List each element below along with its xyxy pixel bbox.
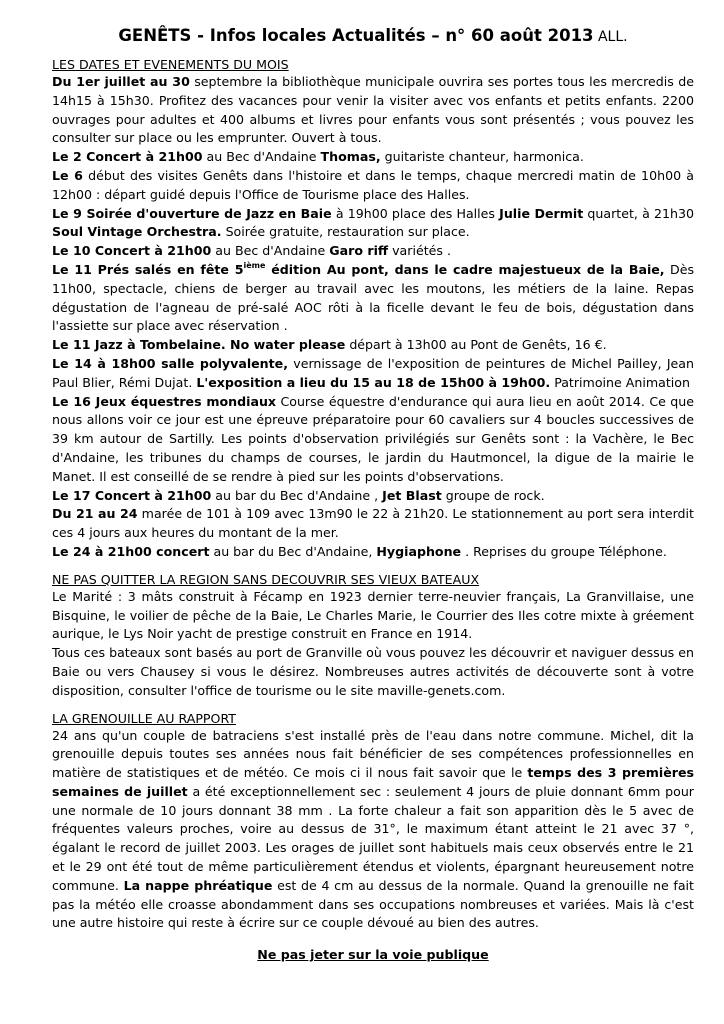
frog-heading: LA GRENOUILLE AU RAPPORT — [52, 710, 236, 726]
title-main: GENÊTS - Infos locales Actualités – n° 60 août 2013 — [118, 26, 594, 45]
event-item: Le 24 à 21h00 concert au bar du Bec d'Andaine, Hygiaphone . Reprises du groupe Téléphone. — [52, 543, 667, 559]
event-item: Le 2 Concert à 21h00 au Bec d'Andaine Thomas, guitariste chanteur, harmonica. — [52, 149, 584, 165]
event-item: Le 17 Concert à 21h00 au bar du Bec d'Andaine , Jet Blast groupe de rock. — [52, 487, 545, 503]
page-title — [52, 26, 694, 45]
event-item: Le 6 début des visites Genêts dans l'histoire et dans le temps, chaque mercredi matin de 10h00 à 12h00 : départ guidé depuis l'Office de Tourisme place des Halles. — [52, 167, 695, 202]
event-item: Du 21 au 24 marée de 101 à 109 avec 13m90 le 22 à 21h20. Le stationnement au port sera interdit ces 4 jours aux heures du montant de la mer. — [52, 506, 694, 541]
event-item: Le 14 à 18h00 salle polyvalente, vernissage de l'exposition de peintures de Michel Pailley, Jean Paul Blier, Rémi Dujat. L'exposition a lieu du 15 au 18 de 15h00 à 19h00. Patrimoine Animation — [52, 355, 694, 390]
event-item: Le 11 Jazz à Tombelaine. No water please départ à 13h00 au Pont de Genêts, 16 €. — [52, 337, 607, 353]
boats-heading: NE PAS QUITTER LA REGION SANS DECOUVRIR SES VIEUX BATEAUX — [52, 571, 480, 587]
event-item: Le 10 Concert à 21h00 au Bec d'Andaine Garo riff variétés . — [52, 243, 451, 259]
event-item: Du 1er juillet au 30 septembre la bibliothèque municipale ouvrira ses portes tous les mercredis de 14h15 à 15h30. Profitez des vacances pour venir la visiter avec vos enfants et petits enfants. 2200 ouvrages pour adultes et 400 albums et livres pour enfants vous sont présentés ; vous pouvez les consulter sur place ou les emprunter. Ouvert à tous. — [52, 74, 694, 146]
events-heading: LES DATES ET EVENEMENTS DU MOIS — [52, 57, 289, 72]
event-item: Le 11 Prés salés en fête 5ième édition Au pont, dans le cadre majestueux de la Baie, Dès 11h00, spectacle, chiens de berger au travail avec les moutons, les métiers de la laine. Repas dégustation de l'agneau de pré-salé AOC rôti à la ficelle devant le feu de bois, dégustation dans l'assiette sur place avec réservation . — [52, 260, 695, 334]
boats-paragraph: Tous ces bateaux sont basés au port de Granville où vous pouvez les découvrir et naviguer dessus en Baie ou vers Chausey si vous le désirez. Nombreuses autres activités de découverte sont à votre disposition, consulter l'office de tourisme ou le site maville-genets.com. — [52, 645, 694, 698]
event-item: Le 16 Jeux équestres mondiaux Course équestre d'endurance qui aura lieu en août 2014. Ce que nous allons voir ce jour est une épreuve préparatoire pour 60 cavaliers sur 4 boucles successives de 39 km autour de Sartilly. Les points d'observation privilégiés sur Genêts sont : la Vachère, le Bec d'Andaine, les tribunes du champs de courses, le jardin du Hautmoncel, la digue de la mairie le Manet. Il est conseillé de se rendre à pied sur les points d'observations. — [52, 393, 694, 484]
frog-paragraph: 24 ans qu'un couple de batraciens s'est installé près de l'eau dans notre commune. Michel, dit la grenouille depuis toutes ses années nous fait bénéficier de ses compétences professionnelles en matière de statistiques et de météo. Ce mois ci il nous fait savoir que le temps des 3 premières semaines de juillet a été exceptionnellement sec : seulement 4 jours de pluie donnant 6mm pour une normale de 10 jours donnant 38 mm . La forte chaleur a fait son apparition dès le 5 avec de fréquentes valeurs proches, voire au dessus de 31°, le maximum étant atteint le 21 avec 37 °, égalant le record de juillet 2003. Les orages de juillet sont habituels mais ceux observés entre le 21 et le 29 ont été tout de même particulièrement étendus et violents, épargnant heureusement notre commune. La nappe phréatique est de 4 cm au dessus de la normale. Quand la grenouille ne fait pas la météo elle croasse abondamment dans ses occupations nombreuses et variées. Mais là c'est une autre histoire qui reste à écrire sur ce couple dévoué au bien des autres. — [52, 727, 694, 931]
boats-paragraph: Le Marité : 3 mâts construit à Fécamp en 1923 dernier terre-neuvier français, La Granvillaise, une Bisquine, le voilier de pêche de la Baie, Le Charles Marie, le Courrier des Iles cotre mixte à gréement aurique, le Lys Noir yacht de prestige construit en France en 1914. — [52, 588, 694, 642]
footer-note: Ne pas jeter sur la voie publique — [257, 947, 489, 963]
event-item: Le 9 Soirée d'ouverture de Jazz en Baie à 19h00 place des Halles Julie Dermit quartet, à 21h30 Soul Vintage Orchestra. Soirée gratuite, restauration sur place. — [52, 205, 695, 240]
title-suffix: ALL. — [593, 29, 628, 45]
